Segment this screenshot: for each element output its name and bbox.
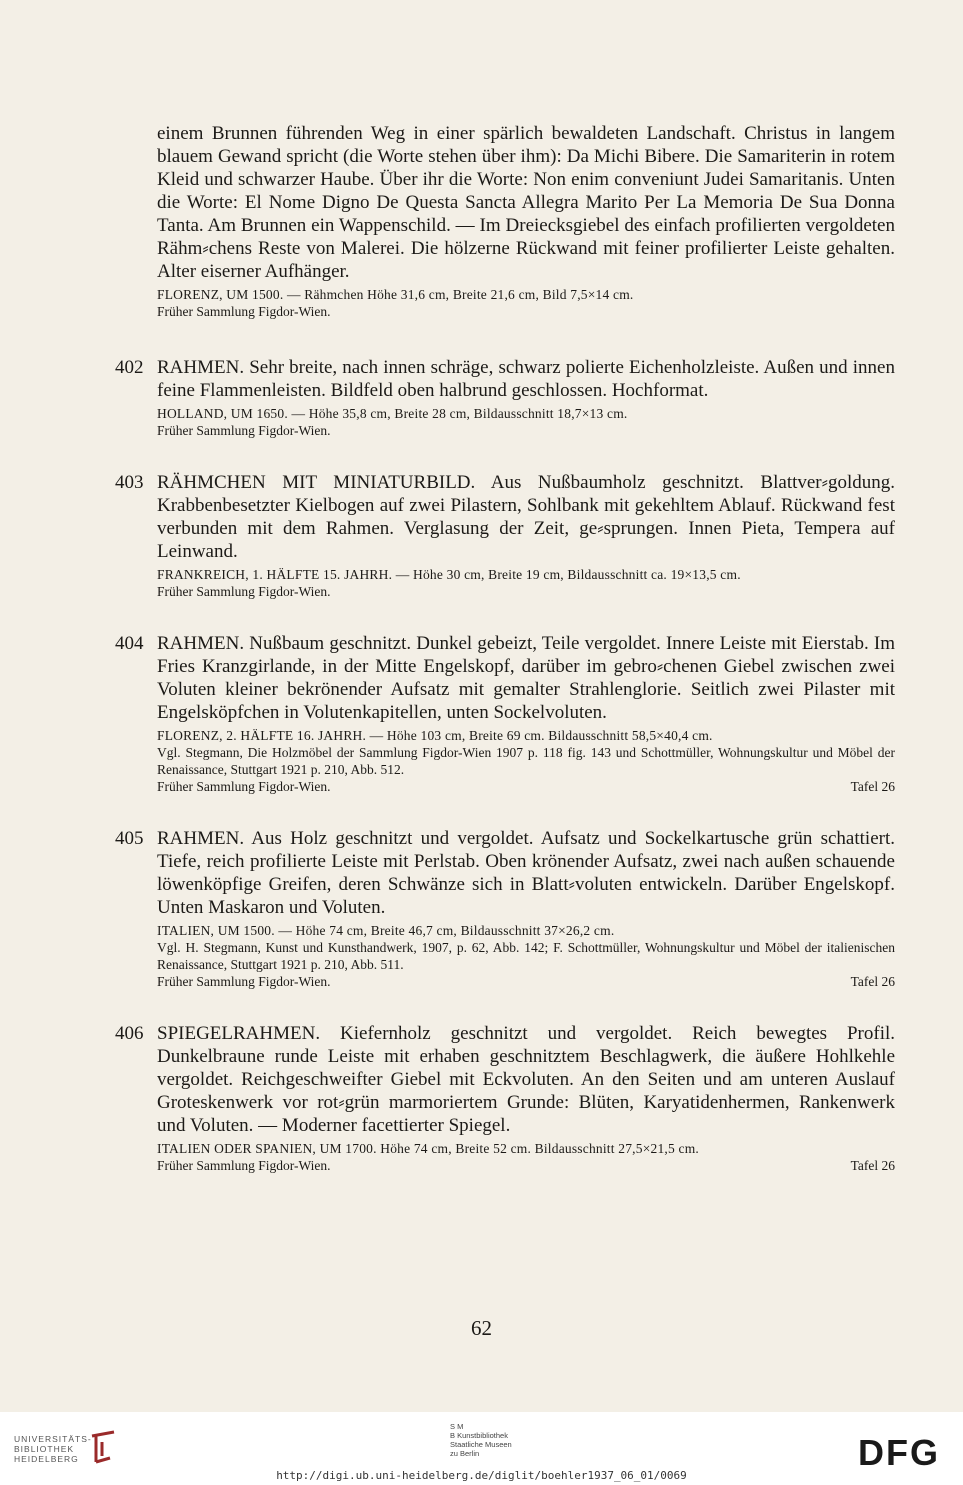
entry-number: 405: [115, 828, 144, 849]
catalog-content: [115, 122, 895, 1174]
museum-label: S M B Kunstbibliothek Staatliche Museen zu Berlin: [450, 1422, 512, 1458]
entry-reference: Vgl. H. Stegmann, Kunst und Kunsthandwerk, 1907, p. 62, Abb. 142; F. Schottmüller, Wohnungskultur und Möbel der italienischen Renaissance, Stuttgart 1921 p. 210, Abb. 511.: [157, 940, 895, 972]
provenance-row: [157, 973, 895, 990]
entry-text: RAHMEN. Nußbaum geschnitzt. Dunkel gebeizt, Teile vergoldet. Innere Leiste mit Eierstab. Im Fries Kranzgirlande, in der Mitte Engelskopf, darüber im gebro⸗chenen Giebel zwischen zwei Voluten kleiner bekrönender Aufsatz mit gemalter Strahlenglorie. Seitlich zwei Pilaster mit Engelsköpfchen in Volutenkapitellen, unten Sockelvoluten.: [157, 633, 895, 723]
entry-plate: Tafel 26: [850, 779, 895, 794]
entry-404: [115, 632, 895, 795]
entry-text: einem Brunnen führenden Weg in einer spärlich bewaldeten Landschaft. Christus in langem blauem Gewand spricht (die Worte stehen über ihm): Da Michi Bibere. Die Samariterin in rotem Kleid und schwarzer Haube. Über ihr die Worte: Non enim conveniunt Judei Samaritanis. Unten die Worte: El Nome Digno De Questa Sancta Allegra Marito Per La Memoria De Sua Donna Tanta. Am Brunnen ein Wappenschild. — Im Dreiecksgiebel des einfach profilierten vergoldeten Rähm⸗chens Reste von Malerei. Die hölzerne Rückwand mit feiner profilierter Leiste gehalten. Alter eiserner Aufhänger.: [157, 123, 895, 282]
dfg-logo: DFG: [858, 1432, 940, 1473]
entry-provenance: Früher Sammlung Figdor-Wien.: [157, 584, 331, 599]
entry-plate: Tafel 26: [850, 1158, 895, 1173]
entry-406: [115, 1022, 895, 1174]
entry-reference: Vgl. Stegmann, Die Holzmöbel der Sammlung Figdor-Wien 1907 p. 118 fig. 143 und Schottmüller, Wohnungskultur und Möbel der Renaissance, Stuttgart 1921 p. 210, Abb. 512.: [157, 745, 895, 777]
entry-text: RAHMEN. Aus Holz geschnitzt und vergoldet. Aufsatz und Sockelkartusche grün schattiert. Tiefe, reich profilierte Leiste mit Perlstab. Oben krönender Aufsatz, zwei nach außen schauende löwenköpfige Greifen, deren Schwänze sich in Blatt⸗voluten entwickeln. Darüber Engelskopf. Unten Maskaron und Voluten.: [157, 828, 895, 918]
digitization-footer: [0, 1412, 963, 1485]
university-logo-icon: [88, 1428, 118, 1468]
entry-provenance: Früher Sammlung Figdor-Wien.: [157, 1158, 331, 1173]
provenance-row: [157, 1157, 895, 1174]
entry-location: FRANKREICH, 1. HÄLFTE 15. JAHRH. — Höhe 30 cm, Breite 19 cm, Bildausschnitt ca. 19×13,5 cm.: [157, 567, 741, 582]
entry-403: [115, 471, 895, 600]
entry-location: FLORENZ, UM 1500. — Rähmchen Höhe 31,6 cm, Breite 21,6 cm, Bild 7,5×14 cm.: [157, 287, 634, 302]
entry-provenance: Früher Sammlung Figdor-Wien.: [157, 423, 331, 438]
entry-number: 404: [115, 633, 144, 654]
entry-location: FLORENZ, 2. HÄLFTE 16. JAHRH. — Höhe 103 cm, Breite 69 cm. Bildausschnitt 58,5×40,4 cm.: [157, 728, 713, 743]
entry-plate: Tafel 26: [850, 974, 895, 989]
source-url-link[interactable]: http://digi.ub.uni-heidelberg.de/diglit/boehler1937_06_01/0069: [276, 1469, 687, 1482]
entry-location: ITALIEN, UM 1500. — Höhe 74 cm, Breite 46,7 cm, Bildausschnitt 37×26,2 cm.: [157, 923, 615, 938]
entry-number: 403: [115, 472, 144, 493]
entry-number: 406: [115, 1023, 144, 1044]
page-number: 62: [471, 1316, 492, 1340]
entry-location: ITALIEN ODER SPANIEN, UM 1700. Höhe 74 cm, Breite 52 cm. Bildausschnitt 27,5×21,5 cm.: [157, 1141, 699, 1156]
entry-continuation: [157, 122, 895, 320]
entry-text: SPIEGELRAHMEN. Kiefernholz geschnitzt und vergoldet. Reich bewegtes Profil. Dunkelbraune runde Leiste mit erhaben geschnitztem Beschlagwerk, die äußere Hohlkehle vergoldet. Reichgeschweifter Giebel mit Eckvoluten. An den Seiten und am unteren Auslauf Groteskenwerk vor rot⸗grün marmoriertem Grunde: Blüten, Karyatidenhermen, Rankenwerk und Voluten. — Moderner facettierter Spiegel.: [157, 1023, 895, 1136]
entry-provenance: Früher Sammlung Figdor-Wien.: [157, 304, 331, 319]
university-library-label: UNIVERSITÄTS- BIBLIOTHEK HEIDELBERG: [14, 1434, 92, 1464]
entry-provenance: Früher Sammlung Figdor-Wien.: [157, 974, 331, 989]
entry-text: RAHMEN. Sehr breite, nach innen schräge, schwarz polierte Eichenholzleiste. Außen und innen feine Flammenleisten. Bildfeld oben halbrund geschlossen. Hochformat.: [157, 357, 895, 401]
entry-402: [115, 356, 895, 439]
entry-location: HOLLAND, UM 1650. — Höhe 35,8 cm, Breite 28 cm, Bildausschnitt 18,7×13 cm.: [157, 406, 628, 421]
entry-number: 402: [115, 357, 144, 378]
entry-405: [115, 827, 895, 990]
entry-provenance: Früher Sammlung Figdor-Wien.: [157, 779, 331, 794]
provenance-row: [157, 778, 895, 795]
entry-text: RÄHMCHEN MIT MINIATURBILD. Aus Nußbaumholz geschnitzt. Blattver⸗goldung. Krabbenbesetzter Kielbogen auf zwei Pilastern, Sohlbank mit gekehltem Ablauf. Rückwand fest verbunden mit dem Rahmen. Verglasung der Zeit, ge⸗sprungen. Innen Pieta, Tempera auf Leinwand.: [157, 472, 895, 562]
